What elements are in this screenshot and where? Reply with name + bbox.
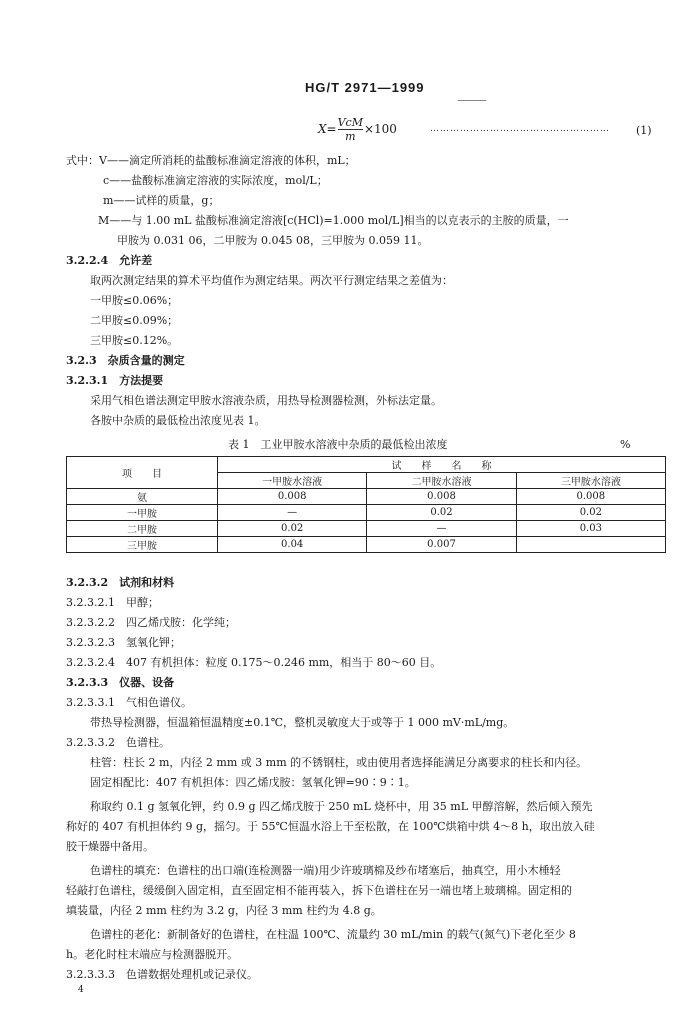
table-cell: 0.008	[218, 489, 367, 505]
table-cell: 0.007	[367, 537, 516, 553]
paragraph-line: 色谱柱的填充：色谱柱的出口端(连检测器一端)用少许玻璃棉及纱布堵塞后，抽真空，用小木棰轻	[90, 864, 561, 877]
tolerance-item: 三甲胺≤0.12%。	[90, 334, 179, 347]
table-cell: 0.02	[367, 505, 516, 521]
formula	[318, 116, 397, 143]
section-3232-title: 3.2.3.2 试剂和材料	[66, 576, 175, 589]
table-row	[67, 489, 666, 505]
row-label: 二甲胺	[67, 521, 218, 537]
section-3231-title: 3.2.3.1 方法提要	[66, 374, 164, 387]
section-3231-p1: 采用气相色谱法测定甲胺水溶液杂质，用热导检测器检测，外标法定量。	[90, 394, 442, 407]
definition-M: M——与 1.00 mL 盐酸标准滴定溶液[c(HCl)=1.000 mol/L]相当的以克表示的主胺的质量，一	[98, 214, 569, 227]
table-cell: —	[218, 505, 367, 521]
paragraph-line: 轻敲打色谱柱，缓缓倒入固定相，直至固定相不能再装入，拆下色谱柱在另一端也堵上玻璃棉。固定相的	[66, 884, 572, 897]
table-column-header: 一甲胺水溶液	[218, 473, 367, 489]
paragraph-line: 胶干燥器中备用。	[66, 840, 154, 853]
reagent-item: 3.2.3.2.1 甲醇；	[66, 596, 159, 609]
table-cell: 0.02	[516, 505, 665, 521]
table-1	[66, 456, 666, 553]
tolerance-item: 一甲胺≤0.06%；	[90, 294, 179, 307]
section-3233-title: 3.2.3.3 仪器、设备	[66, 676, 175, 689]
table-cell: 0.04	[218, 537, 367, 553]
definition-m: m——试样的质量，g；	[103, 194, 220, 207]
definition-v: 式中：V——滴定所消耗的盐酸标准滴定溶液的体积，mL；	[66, 154, 356, 167]
paragraph-line: 色谱柱的老化：新制备好的色谱柱，在柱温 100℃、流量约 30 mL/min 的载气(氮气)下老化至少 8	[90, 928, 576, 941]
paragraph-line: 填装量，内径 2 mm 柱约为 3.2 g，内径 3 mm 柱约为 4.8 g。	[66, 904, 382, 917]
table-column-header: 三甲胺水溶液	[516, 473, 665, 489]
reagent-item: 3.2.3.2.3 氢氧化钾；	[66, 636, 181, 649]
table-header-group: 试 样 名 称	[218, 457, 666, 473]
paragraph-line: 柱管：柱长 2 m，内径 2 mm 或 3 mm 的不锈钢柱，或由使用者选择能满足分离要求的柱长和内径。	[90, 756, 588, 769]
formula-numerator: VcM	[337, 116, 363, 129]
table-cell: 0.008	[516, 489, 665, 505]
table-cell: 0.008	[367, 489, 516, 505]
table-header-item: 项 目	[67, 457, 218, 489]
paragraph-line: 带热导检测器，恒温箱恒温精度±0.1℃，整机灵敏度大于或等于 1 000 mV·mL/mg。	[90, 716, 515, 729]
instrument-item: 3.2.3.3.3 色谱数据处理机或记录仪。	[66, 968, 258, 981]
paragraph-line: 称取约 0.1 g 氢氧化钾，约 0.9 g 四乙烯戊胺于 250 mL 烧杯中，用 35 mL 甲醇溶解，然后倾入预先	[90, 800, 593, 813]
table-cell	[516, 537, 665, 553]
standard-number: HG/T 2971—1999	[305, 80, 425, 95]
page-number: 4	[78, 985, 84, 995]
row-label: 氨	[67, 489, 218, 505]
reagent-item: 3.2.3.2.4 407 有机担体：粒度 0.175～0.246 mm，相当于 80～60 目。	[66, 656, 442, 669]
section-3224-intro: 取两次测定结果的算术平均值作为测定结果。两次平行测定结果之差值为：	[90, 274, 453, 287]
table-row	[67, 505, 666, 521]
formula-tail: ×100	[363, 122, 397, 136]
section-323-title: 3.2.3 杂质含量的测定	[66, 354, 185, 367]
definition-c: c——盐酸标准滴定溶液的实际浓度，mol/L；	[103, 174, 328, 187]
table-column-header: 二甲胺水溶液	[367, 473, 516, 489]
definition-M-cont: 甲胺为 0.031 06，二甲胺为 0.045 08，三甲胺为 0.059 11。	[117, 234, 429, 247]
table-caption: 表 1 工业甲胺水溶液中杂质的最低检出浓度	[228, 438, 448, 451]
table-row	[67, 521, 666, 537]
table-row	[67, 537, 666, 553]
instrument-item: 3.2.3.3.2 色谱柱。	[66, 736, 170, 749]
table-cell: —	[367, 521, 516, 537]
formula-leader-dots: ………………………………………………	[430, 124, 610, 134]
row-label: 一甲胺	[67, 505, 218, 521]
paragraph-line: 称好的 407 有机担体约 9 g，摇匀。于 55℃恒温水浴上干至松散，在 100℃烘箱中烘 4～8 h，取出放入硅	[66, 820, 595, 833]
table-cell: 0.03	[516, 521, 665, 537]
table-unit: %	[620, 438, 631, 451]
instrument-item: 3.2.3.3.1 气相色谱仪。	[66, 696, 192, 709]
header-rule	[458, 100, 486, 101]
formula-fraction	[338, 116, 363, 143]
equation-number: (1)	[636, 124, 652, 137]
section-3231-p2: 各胺中杂质的最低检出浓度见表 1。	[90, 414, 266, 427]
formula-lhs: X=	[318, 122, 337, 136]
row-label: 三甲胺	[67, 537, 218, 553]
paragraph-line: 固定相配比：407 有机担体：四乙烯戊胺：氢氧化钾=90∶9∶1。	[90, 776, 416, 789]
table-cell: 0.02	[218, 521, 367, 537]
reagent-item: 3.2.3.2.2 四乙烯戊胺：化学纯；	[66, 616, 236, 629]
section-3224-title: 3.2.2.4 允许差	[66, 254, 153, 267]
paragraph-line: h。老化时柱末端应与检测器脱开。	[66, 948, 239, 961]
tolerance-item: 二甲胺≤0.09%；	[90, 314, 179, 327]
formula-denominator: m	[338, 129, 363, 143]
